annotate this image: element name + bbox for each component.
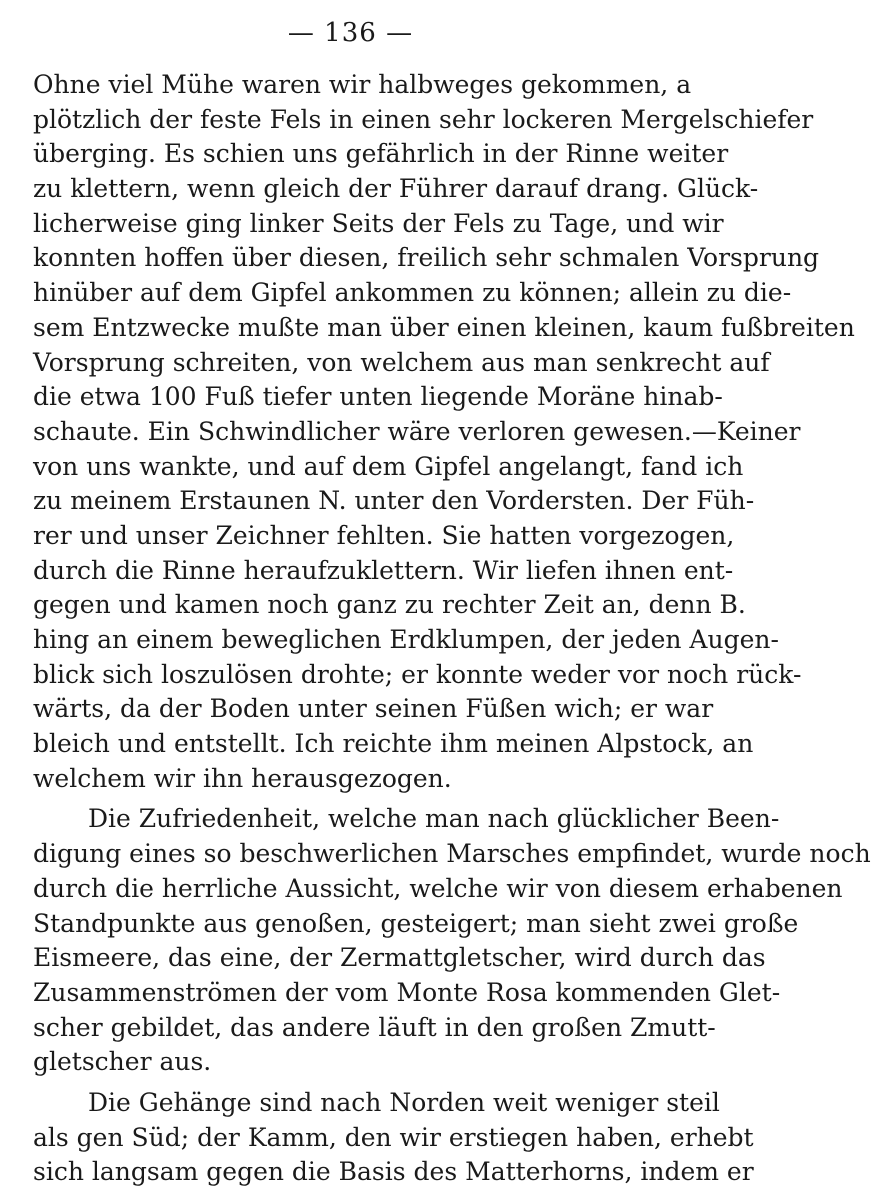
text-line: bleich und entstellt. Ich reichte ihm meinen Alpstock, an bbox=[33, 729, 754, 759]
text-line: die etwa 100 Fuß tiefer unten liegende Moräne hinab- bbox=[33, 382, 723, 412]
text-line: sem Entzwecke mußte man über einen kleinen, kaum fußbreiten bbox=[33, 312, 855, 342]
text-line: Die Gehänge sind nach Norden weit weniger steil bbox=[88, 1087, 720, 1117]
paragraph bbox=[33, 802, 871, 1080]
text-line: schaute. Ein Schwindlicher wäre verloren gewesen.—Keiner bbox=[33, 416, 801, 446]
text-line: hinüber auf dem Gipfel ankommen zu können; allein zu die- bbox=[33, 278, 792, 308]
text-line: gegen und kamen noch ganz zu rechter Zeit an, denn B. bbox=[33, 590, 746, 620]
text-line: Die Zufriedenheit, welche man nach glücklicher Been- bbox=[88, 804, 780, 834]
text-line: Vorsprung schreiten, von welchem aus man senkrecht auf bbox=[33, 347, 770, 377]
text-line: plötzlich der feste Fels in einen sehr lockeren Mergelschiefer bbox=[33, 104, 814, 134]
text-line: gletscher aus. bbox=[33, 1047, 212, 1077]
text-line: Zusammenströmen der vom Monte Rosa kommenden Glet- bbox=[33, 977, 781, 1007]
text-line: rer und unser Zeichner fehlten. Sie hatten vorgezogen, bbox=[33, 520, 735, 550]
text-line: konnten hoffen über diesen, freilich sehr schmalen Vorsprung bbox=[33, 243, 820, 273]
body-text bbox=[33, 68, 871, 1190]
text-line: durch die herrliche Aussicht, welche wir von diesem erhabenen bbox=[33, 873, 843, 903]
text-line: blick sich loszulösen drohte; er konnte weder vor noch rück- bbox=[33, 659, 802, 689]
text-line: hing an einem beweglichen Erdklumpen, der jeden Augen- bbox=[33, 625, 779, 654]
text-line: zu klettern, wenn gleich der Führer darauf drang. Glück- bbox=[33, 174, 759, 204]
paragraph bbox=[33, 1086, 754, 1190]
text-line: wärts, da der Boden unter seinen Füßen wich; er war bbox=[33, 694, 714, 724]
text-line: als gen Süd; der Kamm, den wir erstiegen haben, erhebt bbox=[33, 1122, 754, 1152]
text-line: sich langsam gegen die Basis des Matterhorns, indem er bbox=[33, 1157, 754, 1187]
text-line: Standpunkte aus genoßen, gesteigert; man sieht zwei große bbox=[33, 908, 799, 938]
text-line: von uns wankte, und auf dem Gipfel angelangt, fand ich bbox=[33, 451, 744, 481]
paragraph bbox=[33, 68, 855, 796]
text-line: durch die Rinne heraufzuklettern. Wir liefen ihnen ent- bbox=[33, 555, 734, 585]
page-number-header: — 136 — bbox=[287, 18, 414, 48]
text-line: Eismeere, das eine, der Zermattgletscher, wird durch das bbox=[33, 943, 766, 973]
text-line: Ohne viel Mühe waren wir halbweges gekommen, a bbox=[33, 70, 692, 99]
text-line: welchem wir ihn herausgezogen. bbox=[33, 763, 452, 793]
text-line: scher gebildet, das andere läuft in den großen Zmutt- bbox=[33, 1012, 716, 1042]
text-line: überging. Es schien uns gefährlich in der Rinne weiter bbox=[33, 139, 729, 169]
text-line: zu meinem Erstaunen N. unter den Vordersten. Der Füh- bbox=[33, 486, 755, 516]
text-line: digung eines so beschwerlichen Marsches empfindet, wurde noch bbox=[33, 839, 871, 869]
text-line: licherweise ging linker Seits der Fels zu Tage, und wir bbox=[33, 208, 724, 238]
